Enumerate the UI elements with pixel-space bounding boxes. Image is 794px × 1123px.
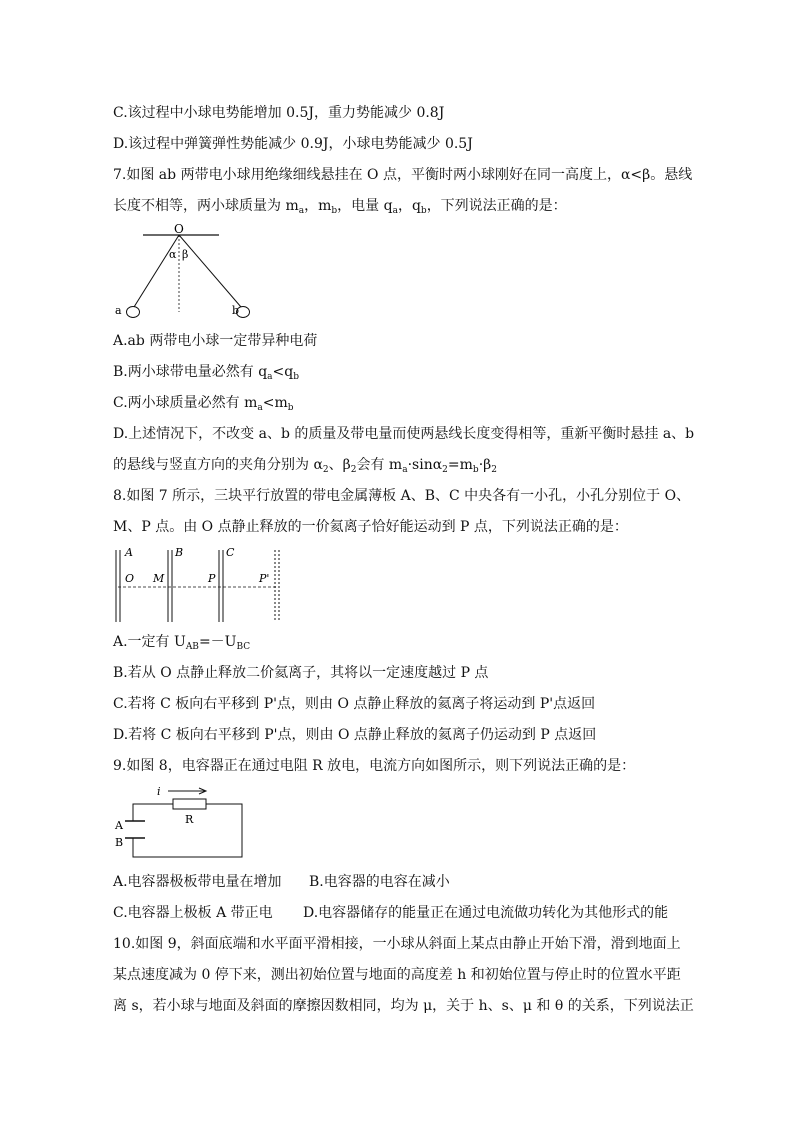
label-point-p-prime: P' [259,572,270,585]
label-current-i: i [157,785,161,798]
option-c-q7: C.两小球质量必然有 $m_a<m_b$ [113,395,294,413]
option-d-q9: D.电容器储存的能量正在通过电流做功转化为其他形式的能 [303,905,669,921]
option-d-q7-1: D.上述情况下，不改变 a、b 的质量及带电量而使两悬线长度变得相等，重新平衡时悬挂 a、b [113,426,695,442]
option-b-q8: B.若从 O 点静止释放二价氦离子，其将以一定速度越过 P 点 [113,665,489,681]
question-7-stem-2: 长度不相等，两小球质量为 $m_a$，$m_b$，电量 $q_a$，$q_b$，下列说法正确的是： [113,198,567,216]
option-d-q6: D.该过程中弹簧弹性势能减少 0.9J，小球电势能减少 0.5J [113,136,473,152]
label-plate-a: A [115,819,123,832]
pendulum-figure [113,222,253,320]
options-cd-q9 [113,903,668,923]
capacitor-circuit-figure [113,783,253,863]
label-point-o: O [125,572,135,585]
thread-b [179,235,241,307]
option-a-q8: A.一定有 $U_{AB}=-U_{BC}$ [113,634,251,652]
label-point-p: P [208,572,216,585]
question-9-stem: 9.如图 8，电容器正在通过电阻 R 放电，电流方向如图所示，则下列说法正确的是： [113,758,636,774]
option-d-q7-2: 的悬线与竖直方向的夹角分别为 $\alpha_2$、$\beta_2$会有 $m_a\cdot\sin\alpha_2=m_b\cdot\beta_2$ [113,457,497,475]
option-c-q8: C.若将 C 板向右平移到 P'点，则由 O 点静止释放的氦离子将运动到 P'点返回 [113,696,596,712]
option-d-q8: D.若将 C 板向右平移到 P'点，则由 O 点静止释放的氦离子仍运动到 P 点返回 [113,727,597,743]
question-10-stem-1: 10.如图 9，斜面底端和水平面平滑相接，一小球从斜面上某点由静止开始下滑，滑到地面上 [113,936,681,952]
wire-top-left [133,804,173,821]
label-beta: β [182,248,189,261]
option-a-q7: A.ab 两带电小球一定带异种电荷 [113,333,318,349]
option-c-q9: C.电容器上极板 A 带正电 [113,905,273,921]
label-plate-a: A [125,546,133,559]
question-8-stem-1: 8.如图 7 所示，三块平行放置的带电金属薄板 A、B、C 中央各有一小孔，小孔分别位于 O、 [113,488,691,504]
question-10-stem-2: 某点速度减为 0 停下来，测出初始位置与地面的高度差 h 和初始位置与停止时的位置水平距 [113,967,681,983]
resistor [173,799,206,809]
option-b-q9: B.电容器的电容在减小 [309,874,450,890]
question-8-stem-2: M、P 点。由 O 点静止释放的一价氦离子恰好能运动到 P 点，下列说法正确的是： [113,519,628,535]
options-ab-q9 [113,872,450,892]
thread-a [134,235,179,307]
ball-a [127,307,140,318]
label-alpha: α [169,248,177,261]
question-10-stem-3: 离 s，若小球与地面及斜面的摩擦因数相同，均为 μ，关于 h、s、μ 和 θ 的关系，下列说法正 [113,998,694,1014]
label-plate-c: C [226,546,235,559]
label-a: a [115,304,122,317]
wire-right-bottom [133,804,242,857]
question-7-stem-1: 7.如图 ab 两带电小球用绝缘细线悬挂在 O 点，平衡时两小球刚好在同一高度上，α<β。悬线 [113,167,693,183]
label-plate-b: B [115,836,124,849]
option-a-q9: A.电容器极板带电量在增加 [113,874,282,890]
label-point-m: M [153,572,165,585]
option-b-q7: B.两小球带电量必然有 $q_a<q_b$ [113,364,299,382]
option-c-q6: C.该过程中小球电势能增加 0.5J，重力势能减少 0.8J [113,105,445,121]
label-o: O [174,222,184,236]
label-b: b [232,304,240,317]
plates-figure [113,544,288,624]
label-plate-b: B [175,546,184,559]
label-resistor-r: R [185,813,194,826]
